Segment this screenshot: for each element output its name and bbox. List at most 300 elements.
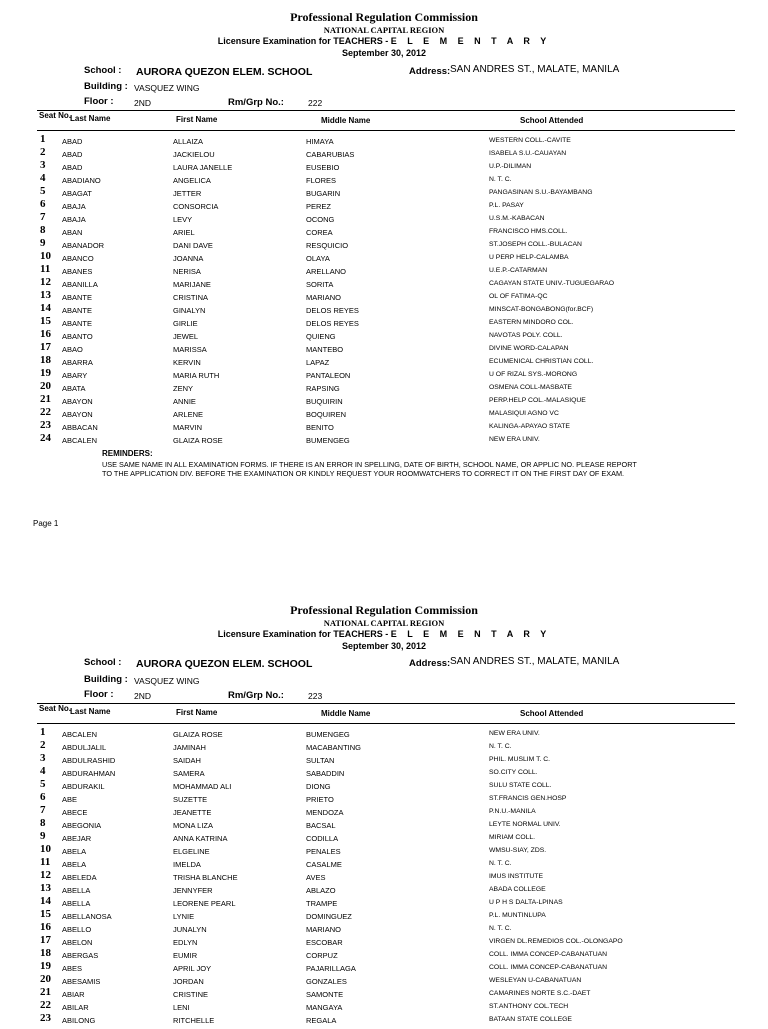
school-attended-cell: OL OF FATIMA-QC [489, 293, 548, 300]
seat-number: 1 [40, 726, 46, 738]
last-name-cell: ABBACAN [62, 423, 98, 432]
middle-name-cell: RAPSING [306, 384, 340, 393]
middle-name-cell: PENALES [306, 847, 341, 856]
floor-value: 2ND [134, 98, 152, 108]
address-label: Address: [409, 66, 451, 77]
seat-number: 12 [40, 869, 51, 881]
first-name-cell: SUZETTE [173, 795, 208, 804]
seat-number: 10 [40, 250, 51, 262]
column-rule [37, 723, 735, 724]
col-school-header: School Attended [520, 116, 584, 125]
middle-name-cell: MANGAYA [306, 1003, 343, 1012]
last-name-cell: ABIAR [62, 990, 85, 999]
middle-name-cell: OLAYA [306, 254, 330, 263]
first-name-cell: APRIL JOY [173, 964, 212, 973]
middle-name-cell: CABARUBIAS [306, 150, 355, 159]
table-row [0, 960, 768, 977]
middle-name-cell: COREA [306, 228, 333, 237]
seat-number: 4 [40, 765, 46, 777]
seat-number: 3 [40, 752, 46, 764]
first-name-cell: GLAIZA ROSE [173, 436, 223, 445]
building-value: VASQUEZ WING [134, 676, 200, 686]
seat-number: 17 [40, 341, 51, 353]
table-row [0, 367, 768, 384]
school-attended-cell: U P H S DALTA-LPINAS [489, 899, 563, 906]
school-attended-cell: NEW ERA UNIV. [489, 436, 540, 443]
first-name-cell: JEWEL [173, 332, 199, 341]
school-name: AURORA QUEZON ELEM. SCHOOL [136, 66, 313, 78]
seat-number: 3 [40, 159, 46, 171]
last-name-cell: ABESAMIS [62, 977, 101, 986]
last-name-cell: ABECE [62, 808, 88, 817]
middle-name-cell: SAMONTE [306, 990, 344, 999]
school-attended-cell: U PERP HELP-CALAMBA [489, 254, 569, 261]
first-name-cell: CRISTINE [173, 990, 209, 999]
first-name-cell: GINALYN [173, 306, 206, 315]
first-name-cell: MONA LIZA [173, 821, 214, 830]
first-name-cell: GLAIZA ROSE [173, 730, 223, 739]
table-row [0, 419, 768, 436]
last-name-cell: ABANADOR [62, 241, 105, 250]
school-attended-cell: ST.JOSEPH COLL.-BULACAN [489, 241, 582, 248]
col-last-header: Last Name [70, 707, 111, 716]
exam-title: Licensure Examination for TEACHERS - E L E M E N T A R Y [217, 629, 551, 639]
school-attended-cell: U OF RIZAL SYS.-MORONG [489, 371, 578, 378]
first-name-cell: LAURA JANELLE [173, 163, 233, 172]
last-name-cell: ABAGAT [62, 189, 92, 198]
last-name-cell: ABERGAS [62, 951, 99, 960]
first-name-cell: EUMIR [173, 951, 198, 960]
school-attended-cell: COLL. IMMA CONCEP-CABANATUAN [489, 951, 608, 958]
middle-name-cell: MACABANTING [306, 743, 362, 752]
last-name-cell: ABILONG [62, 1016, 96, 1025]
seat-number: 19 [40, 367, 51, 379]
middle-name-cell: LAPAZ [306, 358, 330, 367]
first-name-cell: JENNYFER [173, 886, 213, 895]
room-value: 222 [308, 98, 323, 108]
last-name-cell: ABANES [62, 267, 93, 276]
middle-name-cell: SORITA [306, 280, 334, 289]
first-name-cell: DANI DAVE [173, 241, 213, 250]
table-row [0, 354, 768, 371]
last-name-cell: ABELLANOSA [62, 912, 112, 921]
table-row [0, 276, 768, 293]
last-name-cell: ABADIANO [62, 176, 101, 185]
school-attended-cell: FRANCISCO HMS.COLL. [489, 228, 568, 235]
room-label: Rm/Grp No.: [228, 97, 284, 108]
table-row [0, 843, 768, 860]
seat-number: 13 [40, 289, 51, 301]
last-name-cell: ABDURAKIL [62, 782, 105, 791]
middle-name-cell: BUQUIRIN [306, 397, 343, 406]
seat-number: 15 [40, 908, 51, 920]
seat-number: 2 [40, 739, 46, 751]
seat-number: 18 [40, 354, 51, 366]
middle-name-cell: ABLAZO [306, 886, 336, 895]
table-row [0, 804, 768, 821]
building-label: Building : [84, 674, 128, 685]
school-attended-cell: ST.FRANCIS GEN.HOSP [489, 795, 567, 802]
seat-number: 5 [40, 185, 46, 197]
school-attended-cell: DIVINE WORD-CALAPAN [489, 345, 569, 352]
seat-number: 13 [40, 882, 51, 894]
middle-name-cell: PEREZ [306, 202, 332, 211]
seat-number: 12 [40, 276, 51, 288]
first-name-cell: NERISA [173, 267, 201, 276]
school-attended-cell: ISABELA S.U.-CAUAYAN [489, 150, 567, 157]
seat-number: 11 [40, 856, 51, 868]
school-attended-cell: PANGASINAN S.U.-BAYAMBANG [489, 189, 593, 196]
column-rule [37, 130, 735, 131]
last-name-cell: ABAD [62, 163, 83, 172]
seat-number: 18 [40, 947, 51, 959]
table-row [0, 830, 768, 847]
middle-name-cell: TRAMPE [306, 899, 338, 908]
table-row [0, 765, 768, 782]
floor-value: 2ND [134, 691, 152, 701]
last-name-cell: ABANTE [62, 306, 93, 315]
seat-number: 6 [40, 791, 46, 803]
school-attended-cell: MINSCAT-BONGABONG(for.BCF) [489, 306, 594, 313]
first-name-cell: ALLAIZA [173, 137, 204, 146]
middle-name-cell: SULTAN [306, 756, 335, 765]
school-attended-cell: NEW ERA UNIV. [489, 730, 540, 737]
middle-name-cell: BUMENGEG [306, 436, 350, 445]
seat-number: 17 [40, 934, 51, 946]
region-title: NATIONAL CAPITAL REGION [323, 25, 445, 35]
last-name-cell: ABANTO [62, 332, 93, 341]
table-row [0, 263, 768, 280]
first-name-cell: KERVIN [173, 358, 201, 367]
last-name-cell: ABDULJALIL [62, 743, 107, 752]
first-name-cell: ARIEL [173, 228, 195, 237]
seat-number: 21 [40, 393, 51, 405]
first-name-cell: JEANETTE [173, 808, 212, 817]
first-name-cell: ELGELINE [173, 847, 210, 856]
table-row [0, 289, 768, 306]
middle-name-cell: QUIENG [306, 332, 336, 341]
seat-number: 19 [40, 960, 51, 972]
school-attended-cell: PERP.HELP COL.-MALASIQUE [489, 397, 586, 404]
last-name-cell: ABARY [62, 371, 88, 380]
middle-name-cell: HIMAYA [306, 137, 334, 146]
seat-number: 2 [40, 146, 46, 158]
table-row [0, 432, 768, 449]
seat-number: 16 [40, 328, 51, 340]
last-name-cell: ABANILLA [62, 280, 98, 289]
middle-name-cell: CODILLA [306, 834, 339, 843]
middle-name-cell: DELOS REYES [306, 319, 359, 328]
middle-name-cell: DIONG [306, 782, 331, 791]
middle-name-cell: PAJARILLAGA [306, 964, 356, 973]
school-label: School : [84, 65, 122, 76]
last-name-cell: ABANTE [62, 293, 93, 302]
last-name-cell: ABAD [62, 137, 83, 146]
first-name-cell: SAIDAH [173, 756, 201, 765]
school-attended-cell: WESLEYAN U-CABANATUAN [489, 977, 582, 984]
building-value: VASQUEZ WING [134, 83, 200, 93]
last-name-cell: ABELLO [62, 925, 92, 934]
seat-number: 16 [40, 921, 51, 933]
school-attended-cell: P.L. PASAY [489, 202, 524, 209]
middle-name-cell: FLORES [306, 176, 337, 185]
org-title: Professional Regulation Commission [290, 10, 478, 24]
last-name-cell: ABCALEN [62, 436, 98, 445]
first-name-cell: TRISHA BLANCHE [173, 873, 238, 882]
last-name-cell: ABCALEN [62, 730, 98, 739]
first-name-cell: ARLENE [173, 410, 204, 419]
col-first-header: First Name [176, 115, 218, 124]
table-row [0, 237, 768, 254]
first-name-cell: JORDAN [173, 977, 204, 986]
table-row [0, 198, 768, 215]
school-attended-cell: VIRGEN DL.REMEDIOS COL.-OLONGAPO [489, 938, 623, 945]
seat-number: 14 [40, 302, 51, 314]
table-row [0, 791, 768, 808]
school-attended-cell: LEYTE NORMAL UNIV. [489, 821, 561, 828]
school-attended-cell: P.N.U.-MANILA [489, 808, 536, 815]
seat-number: 5 [40, 778, 46, 790]
middle-name-cell: MANTEBO [306, 345, 344, 354]
last-name-cell: ABELON [62, 938, 93, 947]
seat-number: 14 [40, 895, 51, 907]
school-attended-cell: PHIL. MUSLIM T. C. [489, 756, 551, 763]
first-name-cell: JOANNA [173, 254, 204, 263]
table-row [0, 159, 768, 176]
table-row [0, 986, 768, 1003]
school-label: School : [84, 657, 122, 668]
school-attended-cell: NAVOTAS POLY. COLL. [489, 332, 563, 339]
school-attended-cell: WESTERN COLL.-CAVITE [489, 137, 571, 144]
school-attended-cell: CAMARINES NORTE S.C.-DAET [489, 990, 591, 997]
last-name-cell: ABAYON [62, 410, 93, 419]
last-name-cell: ABILAR [62, 1003, 89, 1012]
col-middle-header: Middle Name [321, 116, 371, 125]
seat-number: 7 [40, 804, 46, 816]
room-value: 223 [308, 691, 323, 701]
table-row [0, 999, 768, 1016]
school-attended-cell: MALASIQUI AGNO VC [489, 410, 559, 417]
school-attended-cell: COLL. IMMA CONCEP-CABANATUAN [489, 964, 608, 971]
first-name-cell: JACKIELOU [173, 150, 215, 159]
middle-name-cell: ESCOBAR [306, 938, 343, 947]
col-first-header: First Name [176, 708, 218, 717]
first-name-cell: LEORENE PEARL [173, 899, 236, 908]
first-name-cell: ANNA KATRINA [173, 834, 228, 843]
last-name-cell: ABEGONIA [62, 821, 102, 830]
table-row [0, 869, 768, 886]
first-name-cell: CONSORCIA [173, 202, 219, 211]
middle-name-cell: CASALME [306, 860, 342, 869]
last-name-cell: ABAYON [62, 397, 93, 406]
seat-number: 4 [40, 172, 46, 184]
exam-date: September 30, 2012 [341, 48, 427, 58]
table-row [0, 817, 768, 834]
table-row [0, 185, 768, 202]
table-row [0, 908, 768, 925]
reminders-line-2: TO THE APPLICATION DIV. BEFORE THE EXAMINATION OR KINDLY REQUEST YOUR ROOMWATCHERS TO CORRECT IT ON THE FIRST DAY OF EXAM. [102, 469, 625, 478]
school-name: AURORA QUEZON ELEM. SCHOOL [136, 658, 313, 670]
last-name-cell: ABES [62, 964, 83, 973]
room-label: Rm/Grp No.: [228, 690, 284, 701]
first-name-cell: LEVY [173, 215, 193, 224]
last-name-cell: ABEJAR [62, 834, 92, 843]
middle-name-cell: GONZALES [306, 977, 347, 986]
table-row [0, 172, 768, 189]
middle-name-cell: BOQUIREN [306, 410, 347, 419]
roster-page-2 [0, 593, 768, 1024]
school-attended-cell: SULU STATE COLL. [489, 782, 552, 789]
table-row [0, 406, 768, 423]
last-name-cell: ABAN [62, 228, 83, 237]
table-row [0, 752, 768, 769]
last-name-cell: ABAJA [62, 215, 86, 224]
first-name-cell: IMELDA [173, 860, 201, 869]
address-value: SAN ANDRES ST., MALATE, MANILA [450, 64, 620, 75]
school-attended-cell: SO.CITY COLL. [489, 769, 538, 776]
last-name-cell: ABANTE [62, 319, 93, 328]
first-name-cell: ZENY [173, 384, 194, 393]
middle-name-cell: AVES [306, 873, 326, 882]
table-row [0, 328, 768, 345]
seat-number: 10 [40, 843, 51, 855]
floor-label: Floor : [84, 689, 114, 700]
first-name-cell: CRISTINA [173, 293, 209, 302]
middle-name-cell: SABADDIN [306, 769, 345, 778]
table-row [0, 934, 768, 951]
table-row [0, 380, 768, 397]
school-attended-cell: KALINGA-APAYAO STATE [489, 423, 570, 430]
last-name-cell: ABATA [62, 384, 86, 393]
school-attended-cell: N. T. C. [489, 925, 512, 932]
table-row [0, 341, 768, 358]
first-name-cell: LENI [173, 1003, 190, 1012]
reminders-label: REMINDERS: [102, 449, 153, 458]
seat-number: 11 [40, 263, 51, 275]
table-row [0, 726, 768, 743]
table-row [0, 856, 768, 873]
building-label: Building : [84, 81, 128, 92]
middle-name-cell: MARIANO [306, 925, 342, 934]
table-row [0, 393, 768, 410]
table-row [0, 921, 768, 938]
last-name-cell: ABELEDA [62, 873, 97, 882]
seat-number: 20 [40, 380, 51, 392]
col-seat-header: Seat No. [39, 111, 72, 120]
middle-name-cell: RESQUICIO [306, 241, 349, 250]
last-name-cell: ABAJA [62, 202, 86, 211]
reminders-line-1: USE SAME NAME IN ALL EXAMINATION FORMS. IF THERE IS AN ERROR IN SPELLING, DATE OF BIRTH, SCHOOL NAME, OR APPLIC NO. PLEASE REPORT [102, 460, 637, 469]
seat-number: 7 [40, 211, 46, 223]
school-attended-cell: P.L. MUNTINLUPA [489, 912, 546, 919]
seat-number: 6 [40, 198, 46, 210]
last-name-cell: ABDULRASHID [62, 756, 116, 765]
page-number: Page 1 [33, 519, 59, 528]
middle-name-cell: ARELLANO [306, 267, 347, 276]
middle-name-cell: BACSAL [306, 821, 336, 830]
middle-name-cell: PANTALEON [306, 371, 351, 380]
seat-number: 9 [40, 830, 46, 842]
first-name-cell: ANGELICA [173, 176, 211, 185]
org-title: Professional Regulation Commission [290, 603, 478, 617]
first-name-cell: JETTER [173, 189, 202, 198]
address-value: SAN ANDRES ST., MALATE, MANILA [450, 656, 620, 667]
school-attended-cell: ST.ANTHONY COL.TECH [489, 1003, 569, 1010]
table-row [0, 947, 768, 964]
school-attended-cell: IMUS INSTITUTE [489, 873, 543, 880]
seat-number: 8 [40, 817, 46, 829]
col-last-header: Last Name [70, 114, 111, 123]
table-row [0, 315, 768, 332]
middle-name-cell: DOMINGUEZ [306, 912, 352, 921]
middle-name-cell: OCONG [306, 215, 335, 224]
table-row [0, 895, 768, 912]
col-middle-header: Middle Name [321, 709, 371, 718]
school-attended-cell: N. T. C. [489, 743, 512, 750]
middle-name-cell: CORPUZ [306, 951, 338, 960]
exam-date: September 30, 2012 [341, 641, 427, 651]
seat-number: 24 [40, 432, 51, 444]
school-attended-cell: U.S.M.-KABACAN [489, 215, 545, 222]
last-name-cell: ABELLA [62, 886, 91, 895]
seat-number: 22 [40, 999, 51, 1011]
region-title: NATIONAL CAPITAL REGION [323, 618, 445, 628]
school-attended-cell: N. T. C. [489, 176, 512, 183]
first-name-cell: RITCHELLE [173, 1016, 215, 1025]
school-attended-cell: OSMENA COLL-MASBATE [489, 384, 572, 391]
table-row [0, 224, 768, 241]
school-attended-cell: BATAAN STATE COLLEGE [489, 1016, 572, 1023]
middle-name-cell: MARIANO [306, 293, 342, 302]
table-row [0, 778, 768, 795]
table-row [0, 133, 768, 150]
last-name-cell: ABDURAHMAN [62, 769, 116, 778]
first-name-cell: GIRLIE [173, 319, 198, 328]
middle-name-cell: EUSEBIO [306, 163, 340, 172]
middle-name-cell: BUMENGEG [306, 730, 350, 739]
first-name-cell: SAMERA [173, 769, 205, 778]
table-row [0, 302, 768, 319]
last-name-cell: ABARRA [62, 358, 93, 367]
col-school-header: School Attended [520, 709, 584, 718]
school-attended-cell: WMSU-SIAY, ZDS. [489, 847, 547, 854]
table-row [0, 211, 768, 228]
seat-number: 15 [40, 315, 51, 327]
school-attended-cell: ABADA COLLEGE [489, 886, 546, 893]
table-row [0, 882, 768, 899]
first-name-cell: JAMINAH [173, 743, 206, 752]
table-row [0, 146, 768, 163]
middle-name-cell: MENDOZA [306, 808, 344, 817]
floor-label: Floor : [84, 96, 114, 107]
first-name-cell: JUNALYN [173, 925, 207, 934]
table-row [0, 250, 768, 267]
header-rule [37, 110, 735, 111]
first-name-cell: MARVIN [173, 423, 203, 432]
school-attended-cell: MIRIAM COLL. [489, 834, 536, 841]
first-name-cell: MARIJANE [173, 280, 211, 289]
school-attended-cell: CAGAYAN STATE UNIV.-TUGUEGARAO [489, 280, 615, 287]
last-name-cell: ABAO [62, 345, 83, 354]
address-label: Address: [409, 658, 451, 669]
col-seat-header: Seat No. [39, 704, 72, 713]
table-row [0, 1012, 768, 1029]
first-name-cell: LYNIE [173, 912, 195, 921]
middle-name-cell: BENITO [306, 423, 334, 432]
first-name-cell: MOHAMMAD ALI [173, 782, 232, 791]
middle-name-cell: DELOS REYES [306, 306, 359, 315]
last-name-cell: ABELA [62, 860, 87, 869]
